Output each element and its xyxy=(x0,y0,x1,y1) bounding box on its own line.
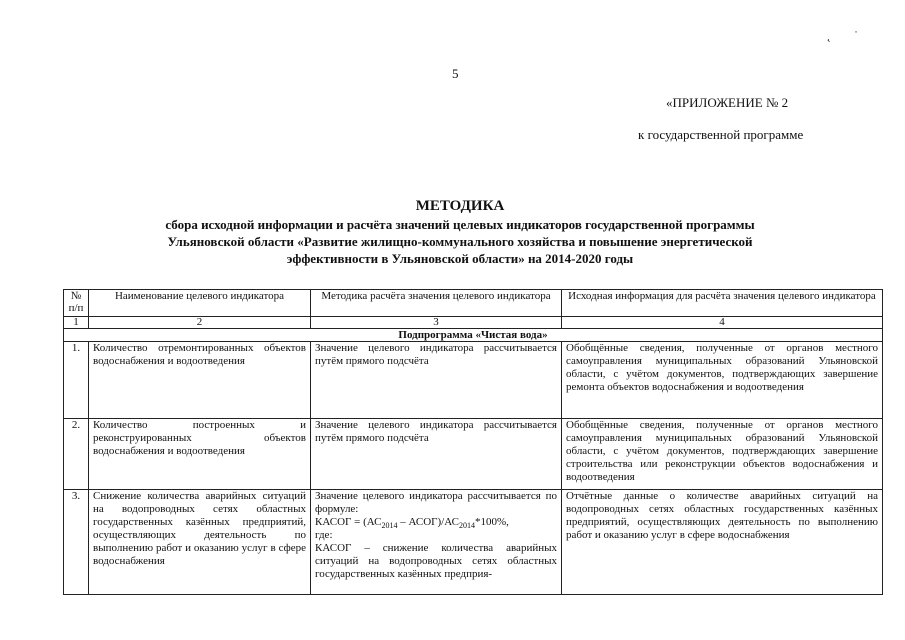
source-info: Обобщённые сведения, полученные от органов местного самоуправления муниципальных образований Ульяновской области, с учётом документов, подтверждающих завершение ремонта объектов водоснабжения и водоотведения xyxy=(562,342,883,419)
appendix-title: «ПРИЛОЖЕНИЕ № 2 xyxy=(666,95,789,110)
table-row xyxy=(64,490,883,595)
calc-method: Значение целевого индикатора рассчитывается путём прямого подсчёта xyxy=(311,342,562,419)
calc-method xyxy=(311,490,562,595)
row-number: 1. xyxy=(64,342,89,419)
indicator-name: Количество построенных и реконструированных объектов водоснабжения и водоотведения xyxy=(89,419,311,490)
header-source: Исходная информация для расчёта значения целевого индикатора xyxy=(562,290,883,317)
method-intro: Значение целевого индикатора рассчитывается по формуле: xyxy=(315,490,557,515)
column-number: 2 xyxy=(89,317,311,329)
table-row xyxy=(64,342,883,419)
source-info: Обобщённые сведения, полученные от органов местного самоуправления муниципальных образований Ульяновской области, с учётом документов, подтверждающих завершение строительства или реконструкции объектов водоснабжения и водоотведения xyxy=(562,419,883,490)
subprogram-row xyxy=(64,329,883,342)
column-number: 3 xyxy=(311,317,562,329)
method-where: где: xyxy=(315,529,333,541)
formula-lhs: КАСОГ = (АС xyxy=(315,516,382,528)
indicator-name: Снижение количества аварийных ситуаций на водопроводных сетях областных государственных казённых предприятий, осуществляющих деятельность по выполнению работ и оказанию услуг в сфере водоснабжения xyxy=(89,490,311,595)
row-number: 3. xyxy=(64,490,89,595)
column-number: 4 xyxy=(562,317,883,329)
header-name: Наименование целевого индикатора xyxy=(89,290,311,317)
calc-method: Значение целевого индикатора рассчитывается путём прямого подсчёта xyxy=(311,419,562,490)
source-info: Отчётные данные о количестве аварийных ситуаций на водопроводных сетях областных государственных казённых предприятий, осуществляющих деятельность по выполнению работ и оказанию услуг в сфере водоснабжения xyxy=(562,490,883,595)
subprogram-title: Подпрограмма «Чистая вода» xyxy=(64,329,883,342)
subtitle-line: сбора исходной информации и расчёта значений целевых индикаторов государственной программы xyxy=(165,217,755,232)
row-number: 2. xyxy=(64,419,89,490)
table-header-row xyxy=(64,290,883,317)
header-num: № п/п xyxy=(64,290,89,317)
document-title: МЕТОДИКА xyxy=(415,198,505,214)
indicators-table xyxy=(63,289,883,595)
formula-mid: – АСОГ)/АС xyxy=(397,516,459,528)
formula xyxy=(315,516,557,529)
formula-subscript: 2014 xyxy=(381,521,398,531)
indicator-name: Количество отремонтированных объектов водоснабжения и водоотведения xyxy=(89,342,311,419)
page-corner-marks: ˛ ˙ xyxy=(827,28,868,42)
appendix-reference: к государственной программе xyxy=(638,127,804,142)
subtitle-line: Ульяновской области «Развитие жилищно-коммунального хозяйства и повышение энергетической xyxy=(167,234,753,249)
header-method: Методика расчёта значения целевого индикатора xyxy=(311,290,562,317)
table-row xyxy=(64,419,883,490)
formula-rhs: *100%, xyxy=(474,516,509,528)
document-subtitle xyxy=(100,216,820,267)
page-number: 5 xyxy=(452,66,459,81)
formula-subscript: 2014 xyxy=(458,521,475,531)
subtitle-line: эффективности в Ульяновской области» на 2014-2020 годы xyxy=(286,251,634,266)
method-definition: КАСОГ – снижение количества аварийных ситуаций на водопроводных сетях областных государственных казённых предприя- xyxy=(315,542,557,580)
column-number: 1 xyxy=(64,317,89,329)
column-number-row xyxy=(64,317,883,329)
